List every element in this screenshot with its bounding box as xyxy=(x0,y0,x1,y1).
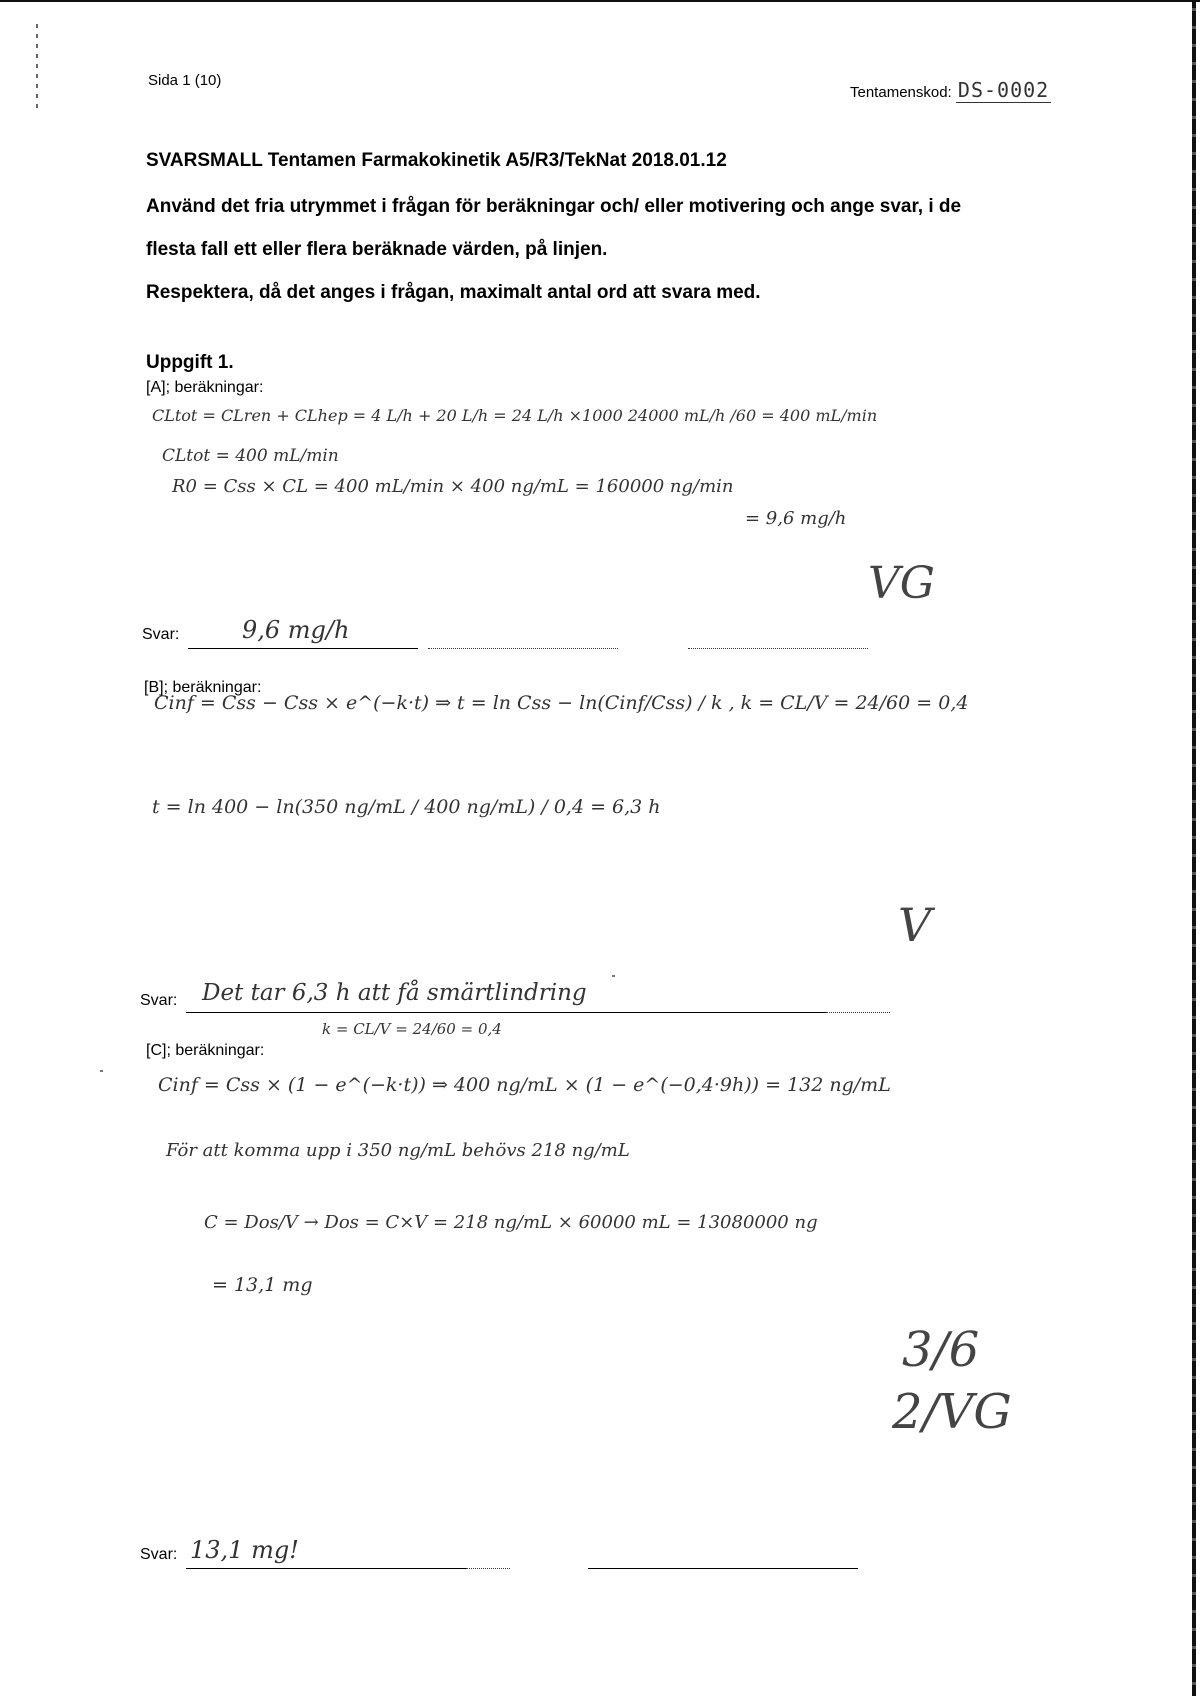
scan-speck xyxy=(100,1070,103,1072)
part-a-work-4: = 9,6 mg/h xyxy=(745,508,847,529)
part-c-answer-line-1 xyxy=(186,1568,466,1569)
scan-edge-right xyxy=(1192,0,1196,1696)
part-c-work-4: C = Dos/V → Dos = C×V = 218 ng/mL × 60000 mL = 13080000 ng xyxy=(204,1212,818,1233)
part-a-answer-line-2 xyxy=(428,648,618,649)
part-c-work-3: För att komma upp i 350 ng/mL behövs 218 ng/mL xyxy=(166,1140,630,1161)
exam-code-label: Tentamenskod: xyxy=(850,84,952,101)
part-c-grade-1: 3/6 xyxy=(902,1322,980,1378)
part-b-work-2: t = ln 400 − ln(350 ng/mL / 400 ng/mL) / 0,4 = 6,3 h xyxy=(152,796,661,818)
part-c-label: [C]; beräkningar: xyxy=(146,1042,265,1059)
instruction-line-3: Respektera, då det anges i frågan, maximalt antal ord att svara med. xyxy=(146,282,761,303)
scan-edge-top xyxy=(0,0,1200,2)
part-b-answer-line-dots xyxy=(826,1012,890,1013)
part-a-grade: VG xyxy=(868,558,935,609)
exam-code-value: DS-0002 xyxy=(957,78,1050,102)
part-a-svar-label: Svar: xyxy=(142,626,180,643)
part-c-svar-label: Svar: xyxy=(140,1546,178,1563)
part-a-answer: 9,6 mg/h xyxy=(242,616,350,644)
task-title: Uppgift 1. xyxy=(146,352,234,373)
part-b-label: [B]; beräkningar: xyxy=(144,679,262,696)
page-number: Sida 1 (10) xyxy=(148,72,222,89)
part-c-answer: 13,1 mg! xyxy=(190,1536,299,1564)
part-c-work-2: Cinf = Css × (1 − e^(−k·t)) ⇒ 400 ng/mL × (1 − e^(−0,4·9h)) = 132 ng/mL xyxy=(158,1074,891,1096)
part-c-work-1: k = CL/V = 24/60 = 0,4 xyxy=(322,1020,502,1038)
part-a-work-2: CLtot = 400 mL/min xyxy=(162,446,339,466)
part-b-grade: V xyxy=(898,898,932,952)
instruction-line-2: flesta fall ett eller flera beräknade värden, på linjen. xyxy=(146,239,608,260)
scan-mark-left xyxy=(36,24,38,114)
part-a-label: [A]; beräkningar: xyxy=(146,379,264,396)
exam-code xyxy=(850,78,1051,102)
scan-speck xyxy=(612,975,615,977)
part-c-answer-line-dots-1 xyxy=(466,1568,510,1569)
part-c-work-5: = 13,1 mg xyxy=(212,1274,313,1296)
part-c-grade-2: 2/VG xyxy=(892,1384,1012,1440)
part-a-work-1: CLtot = CLren + CLhep = 4 L/h + 20 L/h = 24 L/h ×1000 24000 mL/h /60 = 400 mL/min xyxy=(152,406,878,425)
instruction-line-1: Använd det fria utrymmet i frågan för beräkningar och/ eller motivering och ange svar, i de xyxy=(146,196,962,217)
part-b-svar-label: Svar: xyxy=(140,992,178,1009)
part-b-answer-line xyxy=(186,1012,826,1013)
part-a-work-3: R0 = Css × CL = 400 mL/min × 400 ng/mL = 160000 ng/min xyxy=(172,476,734,497)
part-b-answer: Det tar 6,3 h att få smärtlindring xyxy=(202,980,587,1006)
document-title: SVARSMALL Tentamen Farmakokinetik A5/R3/TekNat 2018.01.12 xyxy=(146,150,727,171)
part-a-answer-line-1 xyxy=(188,648,418,649)
part-c-answer-line-2 xyxy=(588,1568,858,1569)
part-b-work-1: Cinf = Css − Css × e^(−k·t) ⇒ t = ln Css − ln(Cinf/Css) / k , k = CL/V = 24/60 = 0,4 xyxy=(154,692,969,714)
part-a-answer-line-3 xyxy=(688,648,868,649)
